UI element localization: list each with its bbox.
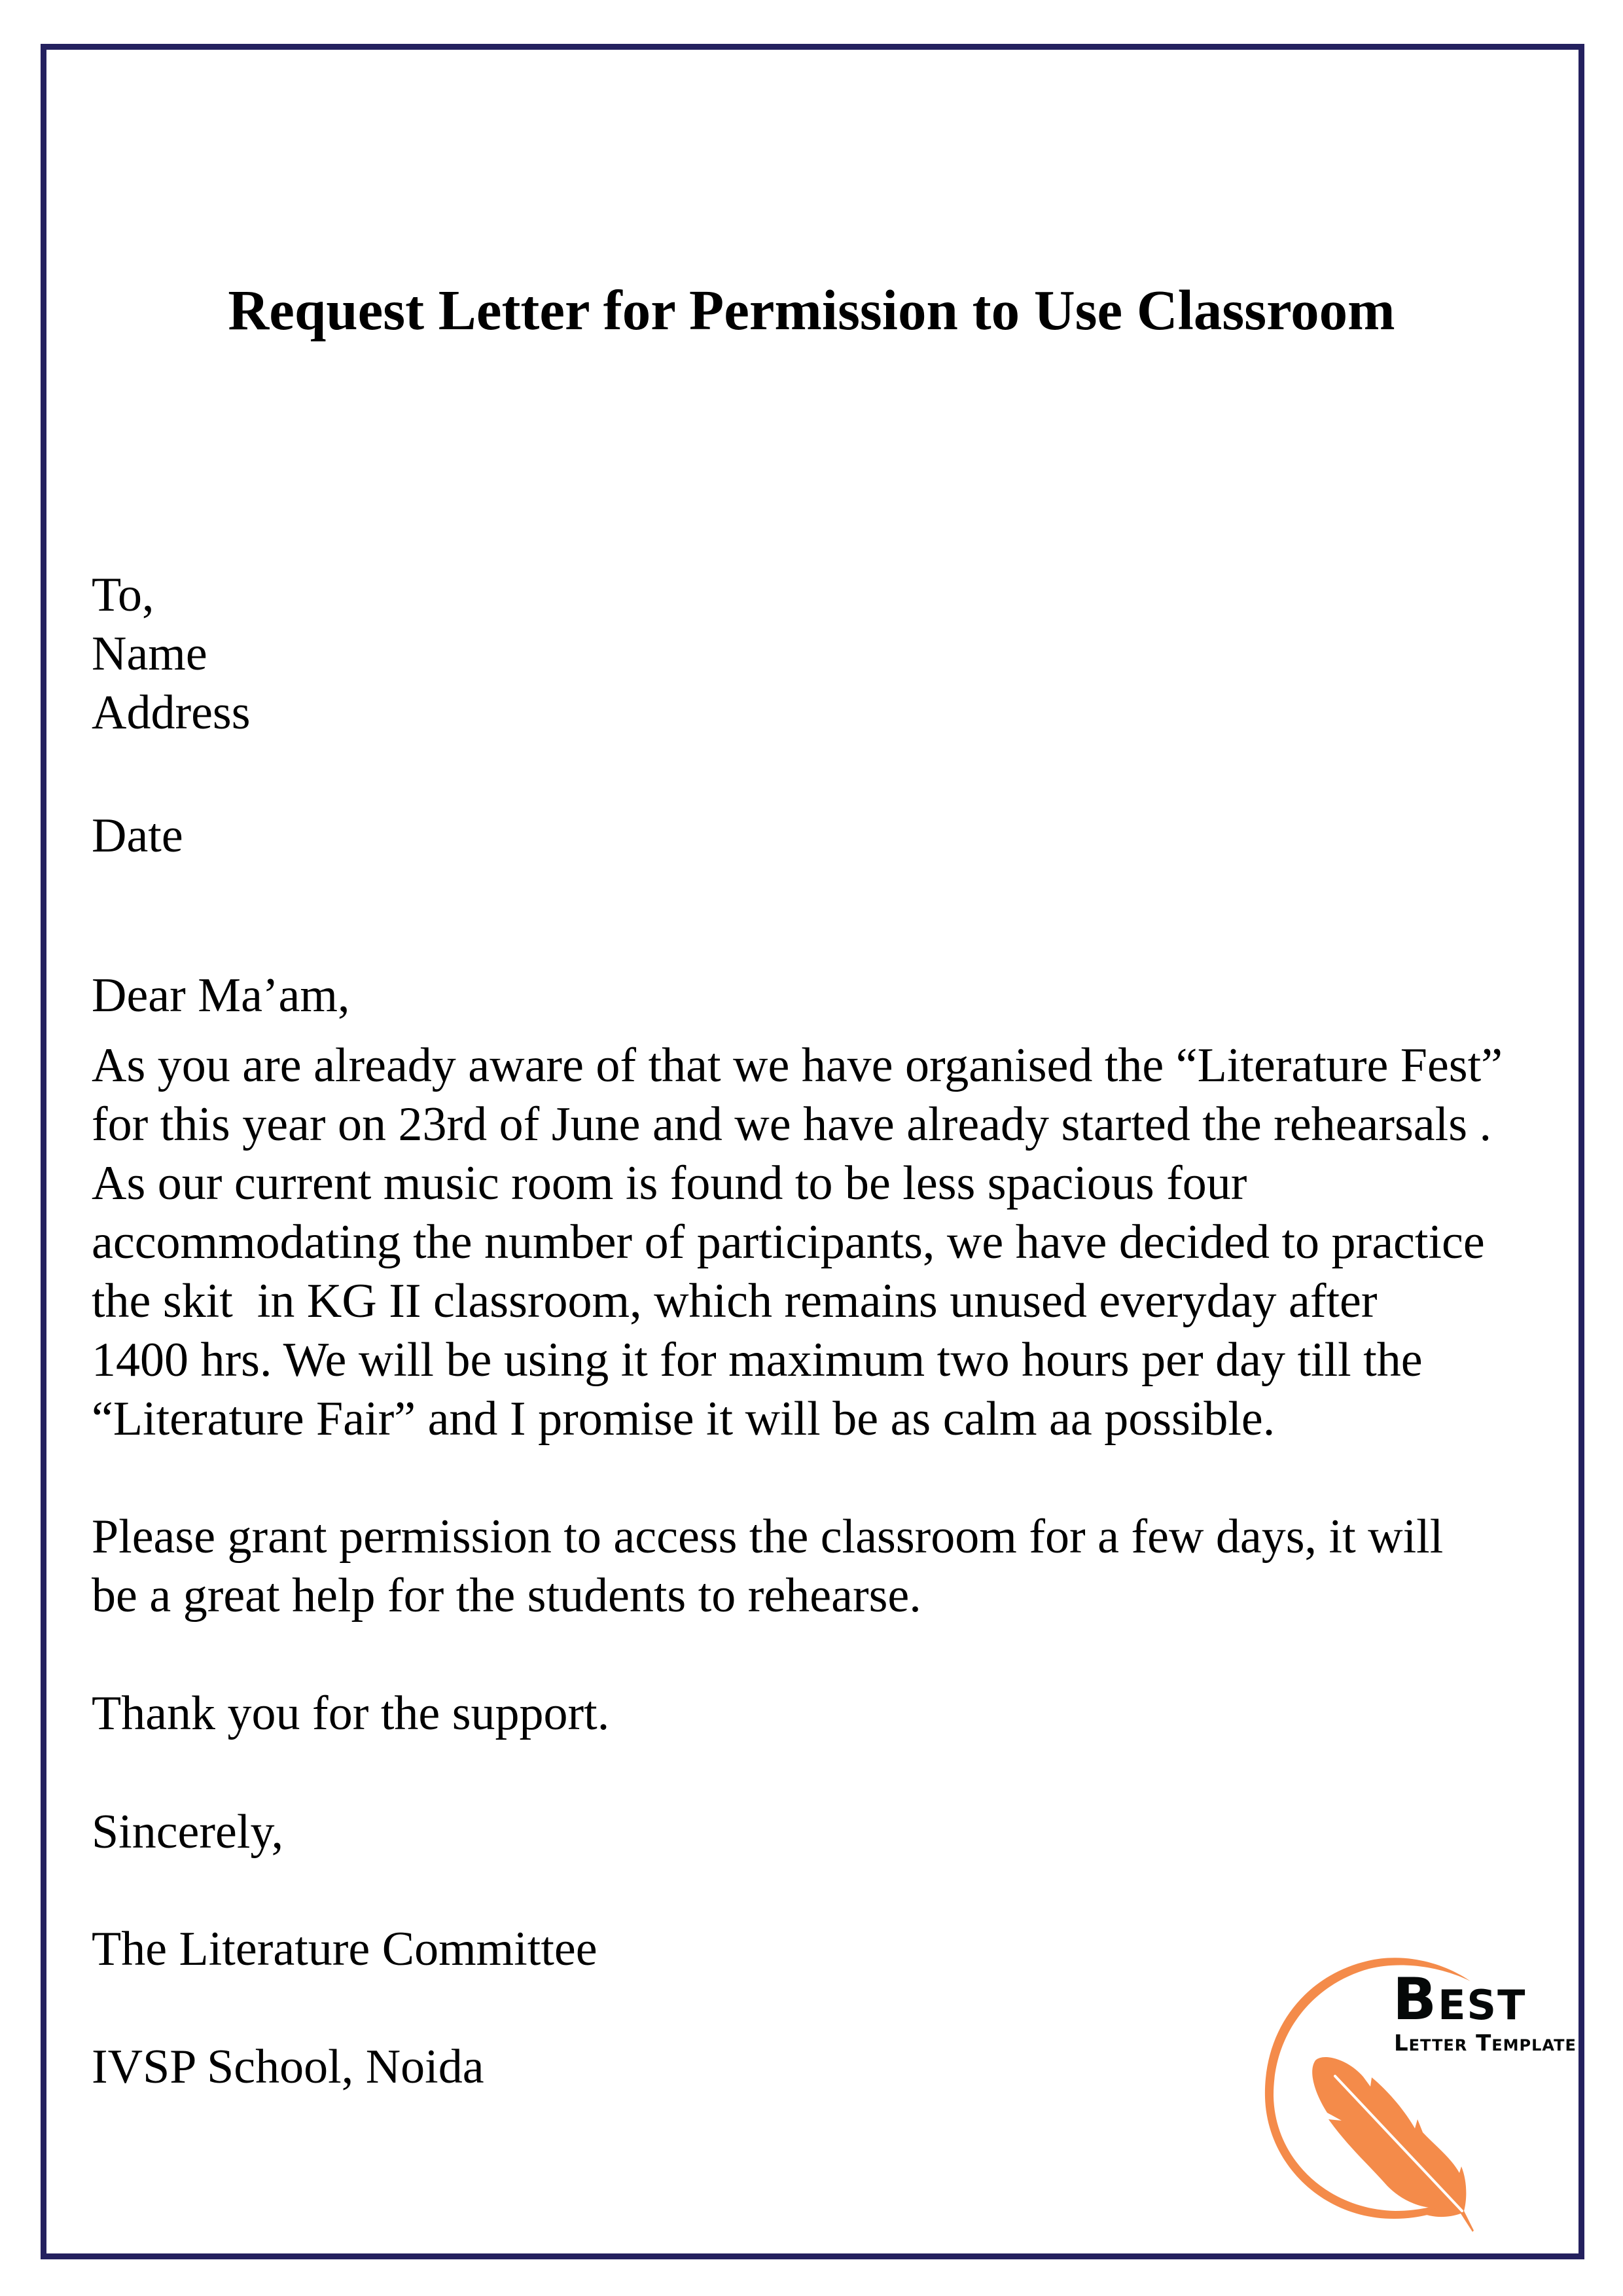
paragraph-line: accommodating the number of participants, we have decided to practice bbox=[92, 1215, 1485, 1269]
paragraph-line: “Literature Fair” and I promise it will be as calm aa possible. bbox=[92, 1392, 1275, 1446]
paragraph-line: the skit in KG II classroom, which remains unused everyday after bbox=[92, 1274, 1378, 1328]
paragraph-line: As our current music room is found to be less spacious four bbox=[92, 1157, 1247, 1210]
brand-name-primary: Best bbox=[1393, 1965, 1527, 2033]
thanks-line: Thank you for the support. bbox=[92, 1687, 610, 1740]
salutation: Dear Ma’am, bbox=[92, 969, 350, 1022]
recipient-address: Address bbox=[92, 686, 251, 740]
signature-organization: IVSP School, Noida bbox=[92, 2040, 484, 2094]
brand-logo bbox=[1243, 1937, 1584, 2245]
paragraph-line: 1400 hrs. We will be using it for maximum two hours per day till the bbox=[92, 1333, 1423, 1387]
closing: Sincerely, bbox=[92, 1805, 284, 1859]
paragraph-line: As you are already aware of that we have organised the “Literature Fest” bbox=[92, 1039, 1503, 1092]
signature-sender: The Literature Committee bbox=[92, 1922, 597, 1976]
paragraph-line: Please grant permission to access the classroom for a few days, it will bbox=[92, 1510, 1444, 1564]
brand-name-secondary: Letter Template bbox=[1394, 2030, 1577, 2056]
letter-date: Date bbox=[92, 809, 183, 863]
letter-title: Request Letter for Permission to Use Classroom bbox=[228, 278, 1395, 342]
recipient-to: To, bbox=[92, 568, 154, 622]
paragraph-line: for this year on 23rd of June and we have already started the rehearsals . bbox=[92, 1098, 1491, 1151]
recipient-name: Name bbox=[92, 627, 207, 681]
paragraph-line: be a great help for the students to rehearse. bbox=[92, 1569, 921, 1623]
